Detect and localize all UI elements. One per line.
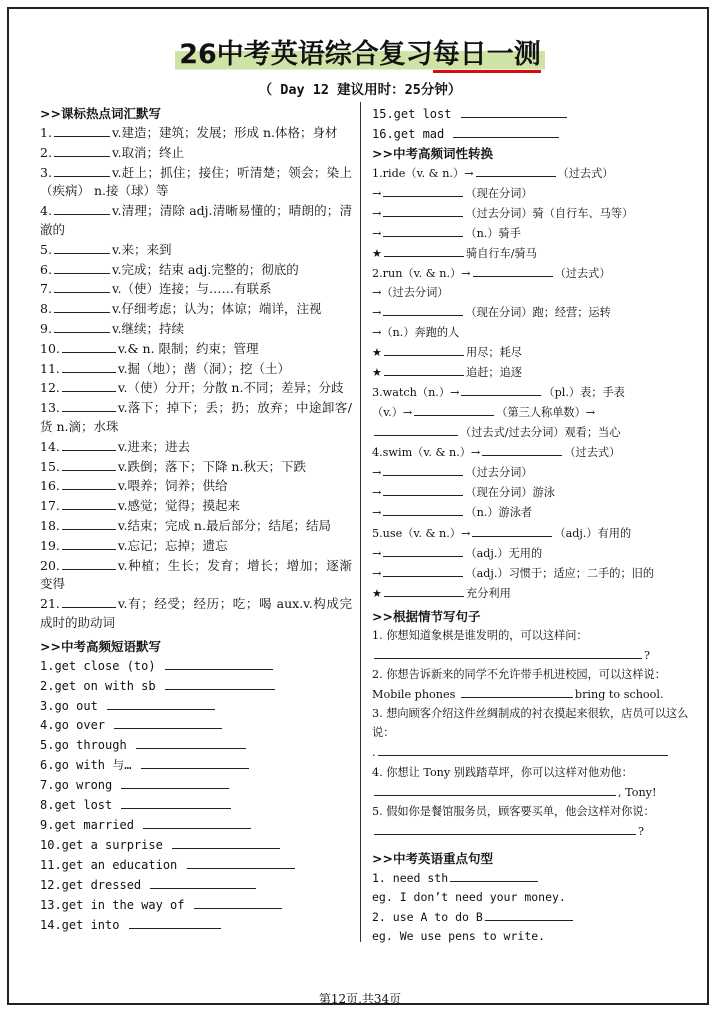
answer-blank bbox=[62, 536, 116, 550]
phrase-text: 10.get a surprise bbox=[40, 837, 163, 852]
conversion-prefix: → bbox=[372, 306, 382, 320]
answer-blank bbox=[54, 123, 110, 137]
conversion-line bbox=[372, 163, 690, 183]
vocab-definition: v.& n. 限制；约束；管理 bbox=[117, 340, 259, 356]
phrase-text: 16.get mad bbox=[372, 126, 445, 141]
vocab-item bbox=[40, 143, 352, 163]
conversion-suffix: （过去式） bbox=[557, 166, 614, 180]
vocab-definition: v.来；来到 bbox=[111, 241, 172, 257]
phrase-item bbox=[40, 795, 352, 815]
answer-blank bbox=[62, 594, 116, 608]
key-pattern-text: eg. I don’t need your money. bbox=[372, 889, 566, 904]
phrase-text: 3.go out bbox=[40, 698, 98, 713]
answer-blank bbox=[473, 263, 553, 277]
phrase-item bbox=[40, 775, 352, 795]
phrase-text: 13.get in the way of bbox=[40, 897, 185, 912]
sentence-q2: 2. 你想告诉新来的同学不允许带手机进校园，可以这样说： bbox=[372, 668, 666, 682]
item-number: 6. bbox=[40, 261, 52, 277]
phrase-item bbox=[40, 915, 352, 935]
vocab-definition: v.喂养；饲养；供给 bbox=[117, 478, 228, 494]
phrase-item bbox=[40, 895, 352, 915]
answer-blank bbox=[384, 243, 464, 257]
phrase-text: 9.get married bbox=[40, 817, 134, 832]
vocab-definition: v.清理；清除 adj.清晰易懂的；晴朗的；清澈的 bbox=[40, 203, 352, 237]
conversion-suffix: （pl.）表；手表 bbox=[543, 385, 625, 399]
vocab-definition: v.感觉；觉得；摸起来 bbox=[117, 498, 240, 514]
answer-blank bbox=[114, 715, 222, 729]
vocab-item bbox=[40, 556, 352, 595]
vocab-definition: v.赶上；抓住；接住；听清楚；领会；染上（疾病） n.接（球）等 bbox=[40, 164, 352, 199]
conversion-prefix: → bbox=[372, 207, 382, 220]
conversion-line bbox=[372, 482, 690, 502]
phrase-item bbox=[40, 855, 352, 875]
conversion-suffix: （现在分词）游泳 bbox=[465, 486, 555, 500]
conversion-line bbox=[372, 302, 690, 322]
title-highlight: 每日一测 bbox=[433, 39, 541, 73]
vocab-definition: v.落下；掉下；丢；扔；放弃；中途卸客/货 n.滴；水珠 bbox=[40, 400, 352, 434]
key-pattern-list bbox=[372, 868, 690, 946]
vocab-definition: v.继续；持续 bbox=[111, 320, 184, 336]
answer-line-5: ? bbox=[372, 821, 690, 841]
conversion-line bbox=[372, 462, 690, 482]
conversion-suffix: （adj.）无用的 bbox=[465, 546, 543, 560]
item-number: 16. bbox=[40, 478, 60, 494]
answer-line-1: ? bbox=[372, 645, 690, 665]
vocab-item bbox=[40, 201, 352, 240]
conversion-suffix: （现在分词） bbox=[465, 186, 533, 200]
item-number: 18. bbox=[40, 517, 60, 533]
conversion-line bbox=[372, 563, 690, 583]
conversion-line bbox=[372, 382, 690, 402]
conversion-suffix: （n.）游泳者 bbox=[465, 506, 533, 520]
conversion-line bbox=[372, 223, 690, 243]
conversion-line bbox=[372, 283, 690, 302]
answer-blank bbox=[62, 496, 116, 510]
vocab-definition: v.（使）分开；分散 n.不同；差异；分歧 bbox=[117, 380, 344, 396]
answer-blank bbox=[150, 875, 256, 889]
page-number: 第12页,共34页 bbox=[318, 992, 402, 1006]
vocab-item bbox=[40, 594, 352, 633]
vocab-definition: v.忘记；忘掉；遗忘 bbox=[117, 537, 228, 553]
vocab-definition: v.掘（地）；凿（洞）；挖（土） bbox=[117, 360, 290, 376]
phrase-list-continued bbox=[372, 104, 690, 144]
conversion-prefix: → bbox=[372, 466, 382, 480]
vocab-item bbox=[40, 123, 352, 143]
answer-blank bbox=[62, 457, 116, 471]
answer-blank bbox=[121, 775, 229, 789]
vocab-item bbox=[40, 260, 352, 280]
vocab-item bbox=[40, 359, 352, 379]
conversion-prefix: 1.ride（v. & n.）→ bbox=[372, 166, 474, 180]
phrase-item bbox=[372, 104, 690, 124]
sentence-heading: >>根据情节写句子 bbox=[372, 608, 481, 624]
vocab-item bbox=[40, 339, 352, 359]
item-number: 13. bbox=[40, 400, 60, 416]
vocab-item bbox=[40, 536, 352, 556]
item-number: 19. bbox=[40, 537, 60, 553]
answer-blank bbox=[62, 339, 116, 353]
item-number: 3. bbox=[40, 164, 52, 180]
phrase-text: 2.get on with sb bbox=[40, 678, 156, 693]
conversion-suffix: （n.）骑手 bbox=[465, 227, 521, 241]
answer-blank bbox=[453, 124, 559, 138]
subtitle: （ Day 12 建议用时：25分钟） bbox=[258, 82, 462, 98]
conversion-line bbox=[372, 362, 690, 382]
answer-blank bbox=[383, 543, 463, 557]
phrase-item bbox=[40, 755, 352, 775]
answer-blank bbox=[143, 815, 251, 829]
answer-blank bbox=[62, 556, 116, 570]
key-pattern-text: eg. We use pens to write. bbox=[372, 928, 546, 943]
vocab-item bbox=[40, 496, 352, 516]
phrase-item bbox=[40, 715, 352, 735]
conversion-prefix: → bbox=[372, 186, 382, 200]
answer-blank bbox=[62, 359, 116, 373]
conversion-suffix: （现在分词）跑；经营；运转 bbox=[465, 306, 611, 320]
answer-line-2: Mobile phones bring to school. bbox=[372, 684, 690, 704]
conversion-suffix: （过去式） bbox=[554, 267, 611, 281]
phrase-item bbox=[40, 735, 352, 755]
vocab-item bbox=[40, 299, 352, 319]
phrase-list bbox=[40, 656, 352, 935]
answer-blank bbox=[450, 868, 538, 882]
conversion-line bbox=[372, 502, 690, 522]
vocab-item bbox=[40, 476, 352, 496]
vocab-item bbox=[40, 279, 352, 299]
phrase-text: 1.get close (to) bbox=[40, 658, 156, 673]
phrase-item bbox=[40, 815, 352, 835]
answer-blank bbox=[54, 240, 110, 254]
phrase-text: 14.get into bbox=[40, 917, 120, 932]
answer-blank bbox=[121, 795, 231, 809]
item-number: 17. bbox=[40, 498, 60, 514]
key-pattern-line bbox=[372, 888, 690, 907]
answer-blank bbox=[485, 907, 573, 921]
vocab-item bbox=[40, 240, 352, 260]
title-block bbox=[0, 38, 720, 72]
answer-blank bbox=[165, 656, 273, 670]
answer-blank bbox=[62, 398, 116, 412]
phrase-text: 6.go with 与… bbox=[40, 758, 132, 773]
answer-blank bbox=[129, 915, 221, 929]
conversion-suffix: 骑自行车/骑马 bbox=[466, 247, 537, 261]
answer-blank bbox=[374, 422, 458, 436]
answer-blank bbox=[54, 260, 110, 274]
key-pattern-line bbox=[372, 907, 690, 927]
answer-blank bbox=[54, 319, 110, 333]
sentence-q5: 5. 假如你是餐馆服务员，顾客要买单，他会这样对你说： bbox=[372, 804, 655, 818]
answer-blank bbox=[54, 201, 110, 215]
conversion-prefix: →（过去分词） bbox=[372, 286, 449, 300]
answer-blank bbox=[383, 302, 463, 316]
answer-blank bbox=[383, 203, 463, 217]
conversion-suffix: （过去式/过去分词）观看；当心 bbox=[460, 426, 621, 440]
vocab-definition: v.种植；生长；发育；增长；增加；逐渐变得 bbox=[40, 557, 352, 592]
conversion-prefix: 5.use（v. & n.）→ bbox=[372, 526, 471, 540]
conversion-line bbox=[372, 203, 690, 223]
sentence-q4: 4. 你想让 Tony 别践踏草坪，你可以这样对他劝他： bbox=[372, 765, 633, 779]
vocab-item bbox=[40, 516, 352, 536]
phrase-item bbox=[40, 696, 352, 716]
answer-blank bbox=[384, 583, 464, 597]
answer-blank bbox=[383, 502, 463, 516]
key-pattern-text: 1. need sth bbox=[372, 870, 449, 885]
item-number: 2. bbox=[40, 144, 52, 160]
vocab-definition: v.完成；结束 adj.完整的；彻底的 bbox=[111, 261, 299, 277]
item-number: 7. bbox=[40, 281, 52, 297]
item-number: 14. bbox=[40, 438, 60, 454]
answer-blank bbox=[472, 523, 552, 537]
conversion-line bbox=[372, 523, 690, 543]
conversion-suffix: 用尽；耗尽 bbox=[466, 345, 522, 359]
answer-blank bbox=[383, 462, 463, 476]
answer-blank bbox=[187, 855, 295, 869]
vocab-definition: v.仔细考虑；认为；体谅；端详，注视 bbox=[111, 301, 322, 317]
conversion-line bbox=[372, 422, 690, 442]
vocab-item bbox=[40, 319, 352, 339]
item-number: 11. bbox=[40, 360, 60, 376]
phrase-text: 12.get dressed bbox=[40, 877, 142, 892]
phrase-text: 8.get lost bbox=[40, 798, 113, 813]
conversion-suffix: 充分利用 bbox=[466, 586, 511, 600]
answer-blank bbox=[482, 442, 562, 456]
conversion-suffix: （过去式） bbox=[564, 446, 621, 460]
answer-blank bbox=[54, 143, 110, 157]
conversion-line bbox=[372, 342, 690, 362]
answer-blank bbox=[62, 516, 116, 530]
left-column bbox=[40, 104, 352, 934]
answer-blank bbox=[107, 696, 215, 710]
sentence-q3: 3. 想向顾客介绍这件丝绸制成的衬衣摸起来很软，店员可以这么说： bbox=[372, 707, 689, 740]
conversion-suffix: （过去分词） bbox=[465, 466, 533, 480]
answer-blank bbox=[62, 437, 116, 451]
conversion-suffix: （adj.）有用的 bbox=[554, 526, 632, 540]
conversion-prefix: →（n.）奔跑的人 bbox=[372, 325, 460, 339]
answer-blank bbox=[54, 299, 110, 313]
conversion-prefix: ★ bbox=[372, 586, 383, 600]
key-pattern-text: 2. use A to do B bbox=[372, 909, 483, 924]
item-number: 12. bbox=[40, 380, 60, 396]
answer-blank bbox=[194, 895, 282, 909]
conversion-line bbox=[372, 323, 690, 342]
conversion-prefix: （v.）→ bbox=[372, 405, 413, 419]
conversion-line bbox=[372, 183, 690, 203]
item-number: 15. bbox=[40, 458, 60, 474]
answer-blank bbox=[461, 382, 541, 396]
phrase-item bbox=[40, 676, 352, 696]
answer-blank bbox=[476, 163, 556, 177]
answer-blank bbox=[54, 279, 110, 293]
conversion-line bbox=[372, 402, 690, 422]
item-number: 20. bbox=[40, 557, 60, 573]
conversion-prefix: → bbox=[372, 566, 382, 580]
answer-blank bbox=[384, 342, 464, 356]
vocab-definition: v.（使）连接；与……有联系 bbox=[111, 281, 272, 297]
right-column bbox=[372, 104, 690, 946]
vocab-item bbox=[40, 378, 352, 398]
column-divider bbox=[360, 102, 361, 942]
key-pattern-heading: >>中考英语重点句型 bbox=[372, 850, 493, 866]
conversion-suffix: 追赶；追逐 bbox=[466, 365, 522, 379]
vocab-list bbox=[40, 123, 352, 633]
phrase-heading: >>中考高频短语默写 bbox=[40, 638, 161, 654]
conversion-prefix: ★ bbox=[372, 247, 383, 261]
vocab-definition: v.跌倒；落下；下降 n.秋天；下跌 bbox=[117, 458, 306, 474]
vocab-definition: v.建造；建筑；发展；形成 n.体格；身材 bbox=[111, 125, 338, 140]
answer-blank bbox=[54, 163, 110, 177]
conversion-prefix: ★ bbox=[372, 365, 383, 379]
key-pattern-line bbox=[372, 868, 690, 888]
answer-line-3: . bbox=[372, 742, 690, 762]
item-number: 4. bbox=[40, 203, 52, 219]
conversion-suffix: （第三人称单数）→ bbox=[496, 405, 596, 419]
phrase-text: 4.go over bbox=[40, 718, 106, 733]
conversion-prefix: → bbox=[372, 227, 382, 241]
conversion-line bbox=[372, 543, 690, 563]
conversion-suffix: （过去分词）骑（自行车、马等） bbox=[465, 207, 634, 220]
conversion-line bbox=[372, 583, 690, 603]
phrase-item bbox=[372, 124, 690, 144]
answer-blank bbox=[165, 676, 275, 690]
item-number: 21. bbox=[40, 596, 60, 612]
answer-blank bbox=[62, 476, 116, 490]
item-number: 9. bbox=[40, 320, 52, 336]
conversion-line bbox=[372, 263, 690, 283]
vocab-heading: >>课标热点词汇默写 bbox=[40, 106, 161, 121]
answer-blank bbox=[414, 402, 494, 416]
phrase-text: 7.go wrong bbox=[40, 778, 113, 793]
conversion-line bbox=[372, 243, 690, 263]
vocab-definition: v.取消；终止 bbox=[111, 144, 184, 160]
vocab-item bbox=[40, 163, 352, 202]
conversion-suffix: （adj.）习惯于；适应；二手的；旧的 bbox=[465, 566, 655, 580]
conversion-list bbox=[372, 163, 690, 603]
vocab-item bbox=[40, 457, 352, 477]
answer-blank bbox=[383, 223, 463, 237]
phrase-item bbox=[40, 875, 352, 895]
phrase-item bbox=[40, 835, 352, 855]
answer-blank bbox=[62, 378, 116, 392]
conversion-prefix: → bbox=[372, 506, 382, 520]
conversion-prefix: ★ bbox=[372, 345, 383, 359]
answer-line-4: , Tony! bbox=[372, 782, 690, 802]
answer-blank bbox=[383, 183, 463, 197]
page-title: 26中考英语综合复习每日一测 bbox=[175, 38, 545, 72]
answer-blank bbox=[384, 362, 464, 376]
phrase-item bbox=[40, 656, 352, 676]
sentence-q1: 1. 你想知道象棋是谁发明的，可以这样问： bbox=[372, 628, 588, 642]
item-number: 8. bbox=[40, 301, 52, 317]
vocab-definition: v.结束；完成 n.最后部分；结尾；结局 bbox=[117, 517, 331, 533]
answer-blank bbox=[136, 735, 246, 749]
key-pattern-line bbox=[372, 927, 690, 946]
conversion-prefix: 2.run（v. & n.）→ bbox=[372, 267, 471, 281]
answer-blank bbox=[383, 563, 463, 577]
item-number: 10. bbox=[40, 340, 60, 356]
vocab-item bbox=[40, 437, 352, 457]
vocab-definition: v.有；经受；经历；吃；喝 aux.v.构成完成时的助动词 bbox=[40, 596, 352, 630]
vocab-definition: v.进来；进去 bbox=[117, 438, 190, 454]
phrase-text: 5.go through bbox=[40, 738, 127, 753]
conversion-heading: >>中考高频词性转换 bbox=[372, 145, 493, 161]
phrase-text: 11.get an education bbox=[40, 857, 178, 872]
conversion-prefix: 3.watch（n.）→ bbox=[372, 385, 460, 399]
conversion-line bbox=[372, 442, 690, 462]
phrase-text: 15.get lost bbox=[372, 107, 452, 121]
answer-blank bbox=[172, 835, 280, 849]
conversion-prefix: 4.swim（v. & n.）→ bbox=[372, 446, 481, 460]
conversion-prefix: → bbox=[372, 546, 382, 560]
conversion-prefix: → bbox=[372, 486, 382, 500]
item-number: 1. bbox=[40, 125, 52, 140]
answer-blank bbox=[141, 755, 249, 769]
answer-blank bbox=[383, 482, 463, 496]
vocab-item bbox=[40, 398, 352, 437]
item-number: 5. bbox=[40, 241, 52, 257]
answer-blank bbox=[461, 104, 567, 118]
